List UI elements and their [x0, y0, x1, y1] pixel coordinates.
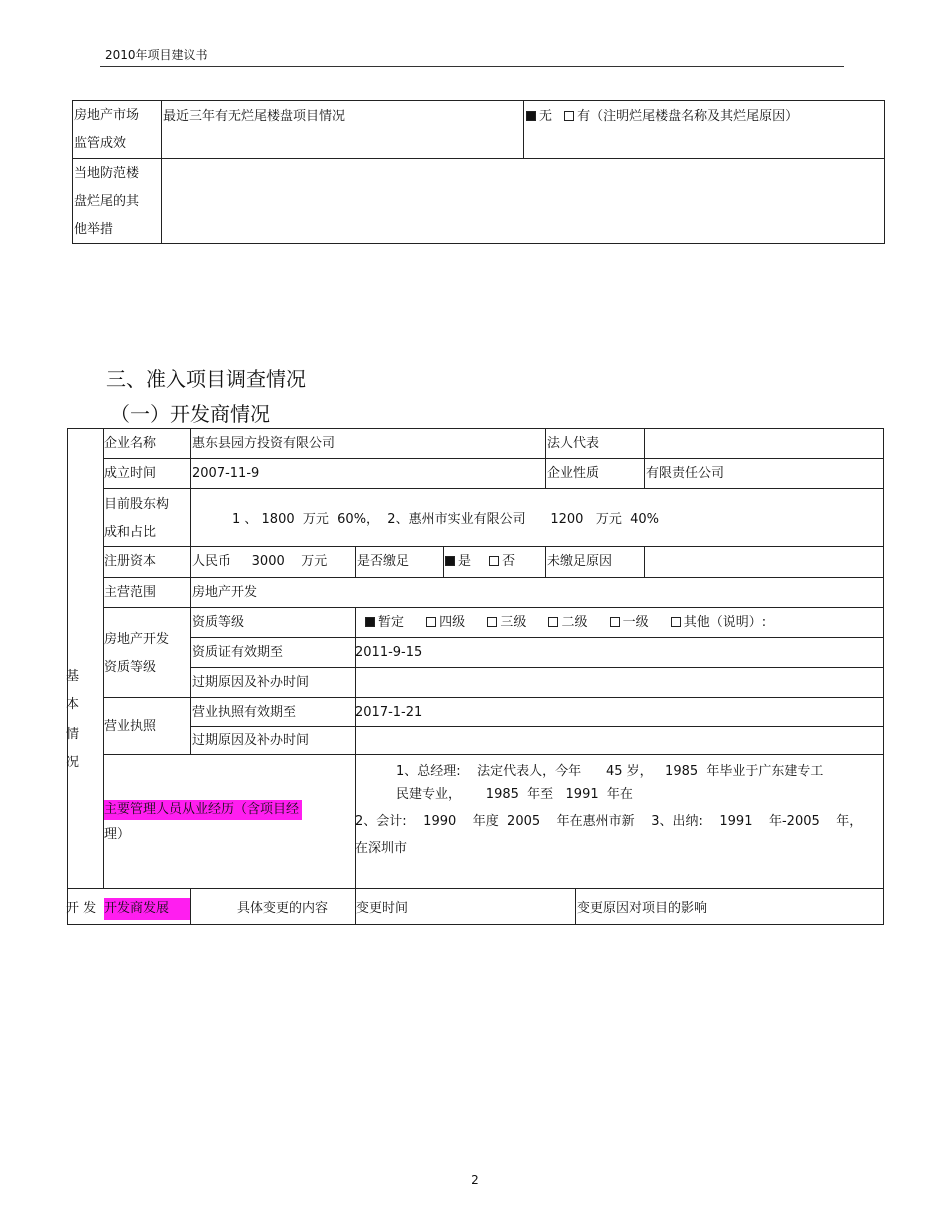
unfinished-options — [526, 108, 798, 126]
change-time-header: 变更时间 — [356, 901, 409, 916]
side-label-3: 情 — [66, 727, 80, 742]
qual-option-level4: 四级 — [439, 615, 466, 630]
checkbox-checked-icon — [445, 556, 455, 566]
shareholders-label-line1: 目前股东构 — [104, 497, 170, 512]
checkbox-checked-icon — [526, 111, 536, 121]
table1-divider — [523, 100, 524, 158]
license-valid-label: 营业执照有效期至 — [192, 705, 297, 720]
dev-divider — [103, 577, 884, 578]
license-valid-value: 2017-1-21 — [355, 705, 423, 720]
company-nature-label: 企业性质 — [547, 466, 600, 481]
dev-divider — [103, 754, 884, 755]
qualification-valid-value: 2011-9-15 — [355, 645, 423, 660]
qual-option-level2: 二级 — [561, 615, 588, 630]
management-label-line1: 主要管理人员从业经历（含项目经 — [104, 800, 302, 820]
document-header: 2010年项目建议书 — [105, 48, 208, 62]
section-title: 三、准入项目调查情况 — [106, 367, 306, 391]
table1-divider — [161, 100, 162, 244]
developer-development-label: 开发商发展 — [104, 898, 190, 920]
prevention-label-line3: 他举措 — [74, 222, 114, 237]
dev-divider — [575, 888, 576, 925]
shareholders-value: 1 、 1800 万元 60%， 2、惠州市实业有限公司 1200 万元 40% — [232, 512, 660, 527]
qual-option-provisional: 暂定 — [378, 615, 405, 630]
dev-divider — [190, 428, 191, 607]
management-line1: 1、总经理: 法定代表人，今年 45 岁， 1985 年毕业于广东建专工 — [396, 764, 824, 779]
management-line2: 民建专业， 1985 年至 1991 年在 — [396, 787, 633, 802]
unpaid-reason-label: 未缴足原因 — [547, 554, 613, 569]
prevention-label-line1: 当地防范楼 — [74, 166, 140, 181]
qualification-grade-options — [365, 614, 766, 632]
dev-divider — [443, 546, 444, 577]
company-name-value: 惠东县园方投资有限公司 — [192, 436, 336, 451]
checkbox-icon — [564, 111, 574, 121]
qual-option-other: 其他（说明）: — [683, 615, 767, 630]
paid-options — [445, 553, 515, 571]
shareholders-label-line2: 成和占比 — [104, 525, 157, 540]
dev-divider — [190, 607, 191, 754]
management-label-line2: 理） — [104, 827, 131, 842]
qual-option-level3: 三级 — [500, 615, 527, 630]
dev-divider — [190, 637, 884, 638]
dev-divider — [103, 488, 884, 489]
dev-divider — [545, 546, 546, 577]
founded-label: 成立时间 — [104, 466, 157, 481]
scope-value: 房地产开发 — [192, 585, 258, 600]
developer-left-label: 开 发 — [66, 901, 97, 916]
dev-divider — [545, 428, 546, 488]
management-line3: 2、会计: 1990 年度 2005 年在惠州市新 3、出纳: 1991 年-2005 年， — [355, 814, 863, 829]
market-label-line2: 监管成效 — [74, 136, 127, 151]
market-label-line1: 房地产市场 — [74, 108, 140, 123]
license-expire-label: 过期原因及补办时间 — [192, 733, 310, 748]
unfinished-projects-question: 最近三年有无烂尾楼盘项目情况 — [163, 109, 346, 124]
dev-divider — [103, 546, 884, 547]
qualification-grade-label: 资质等级 — [192, 615, 245, 630]
qualification-label-line1: 房地产开发 — [104, 632, 170, 647]
side-label-4: 况 — [66, 755, 80, 770]
dev-divider — [190, 667, 884, 668]
license-label: 营业执照 — [104, 719, 157, 734]
qual-option-level1: 一级 — [622, 615, 649, 630]
dev-divider — [190, 888, 191, 925]
legal-rep-label: 法人代表 — [547, 436, 600, 451]
page-number: 2 — [471, 1173, 479, 1187]
scope-label: 主营范围 — [104, 585, 157, 600]
paid-yes: 是 — [458, 554, 472, 569]
prevention-label-line2: 盘烂尾的其 — [74, 194, 140, 209]
checkbox-checked-icon — [365, 617, 375, 627]
checkbox-icon — [671, 617, 681, 627]
dev-divider — [644, 546, 645, 577]
founded-value: 2007-11-9 — [192, 466, 260, 481]
subsection-title: （一）开发商情况 — [110, 402, 270, 426]
dev-divider — [103, 607, 884, 608]
checkbox-icon — [487, 617, 497, 627]
company-name-label: 企业名称 — [104, 436, 157, 451]
dev-divider — [190, 726, 884, 727]
qualification-expire-label: 过期原因及补办时间 — [192, 675, 310, 690]
capital-label: 注册资本 — [104, 554, 157, 569]
checkbox-icon — [610, 617, 620, 627]
header-rule — [100, 66, 844, 67]
checkbox-icon — [548, 617, 558, 627]
change-impact-header: 变更原因对项目的影响 — [577, 901, 708, 916]
option-has: 有（注明烂尾楼盘名称及其烂尾原因） — [577, 109, 799, 124]
dev-divider — [103, 697, 884, 698]
capital-value: 人民币 3000 万元 — [192, 554, 328, 569]
option-none: 无 — [539, 109, 553, 124]
paid-no: 否 — [502, 554, 516, 569]
dev-divider — [644, 428, 645, 488]
checkbox-icon — [489, 556, 499, 566]
dev-divider — [103, 458, 884, 459]
dev-divider — [355, 546, 356, 577]
qualification-label-line2: 资质等级 — [104, 660, 157, 675]
side-label-2: 本 — [66, 697, 80, 712]
company-nature-value: 有限责任公司 — [646, 466, 725, 481]
side-label-1: 基 — [66, 669, 80, 684]
qualification-valid-label: 资质证有效期至 — [192, 645, 284, 660]
checkbox-icon — [426, 617, 436, 627]
table1-divider — [72, 158, 885, 159]
change-content-header: 具体变更的内容 — [237, 901, 329, 916]
paid-label: 是否缴足 — [357, 554, 410, 569]
management-line4: 在深圳市 — [355, 841, 408, 856]
